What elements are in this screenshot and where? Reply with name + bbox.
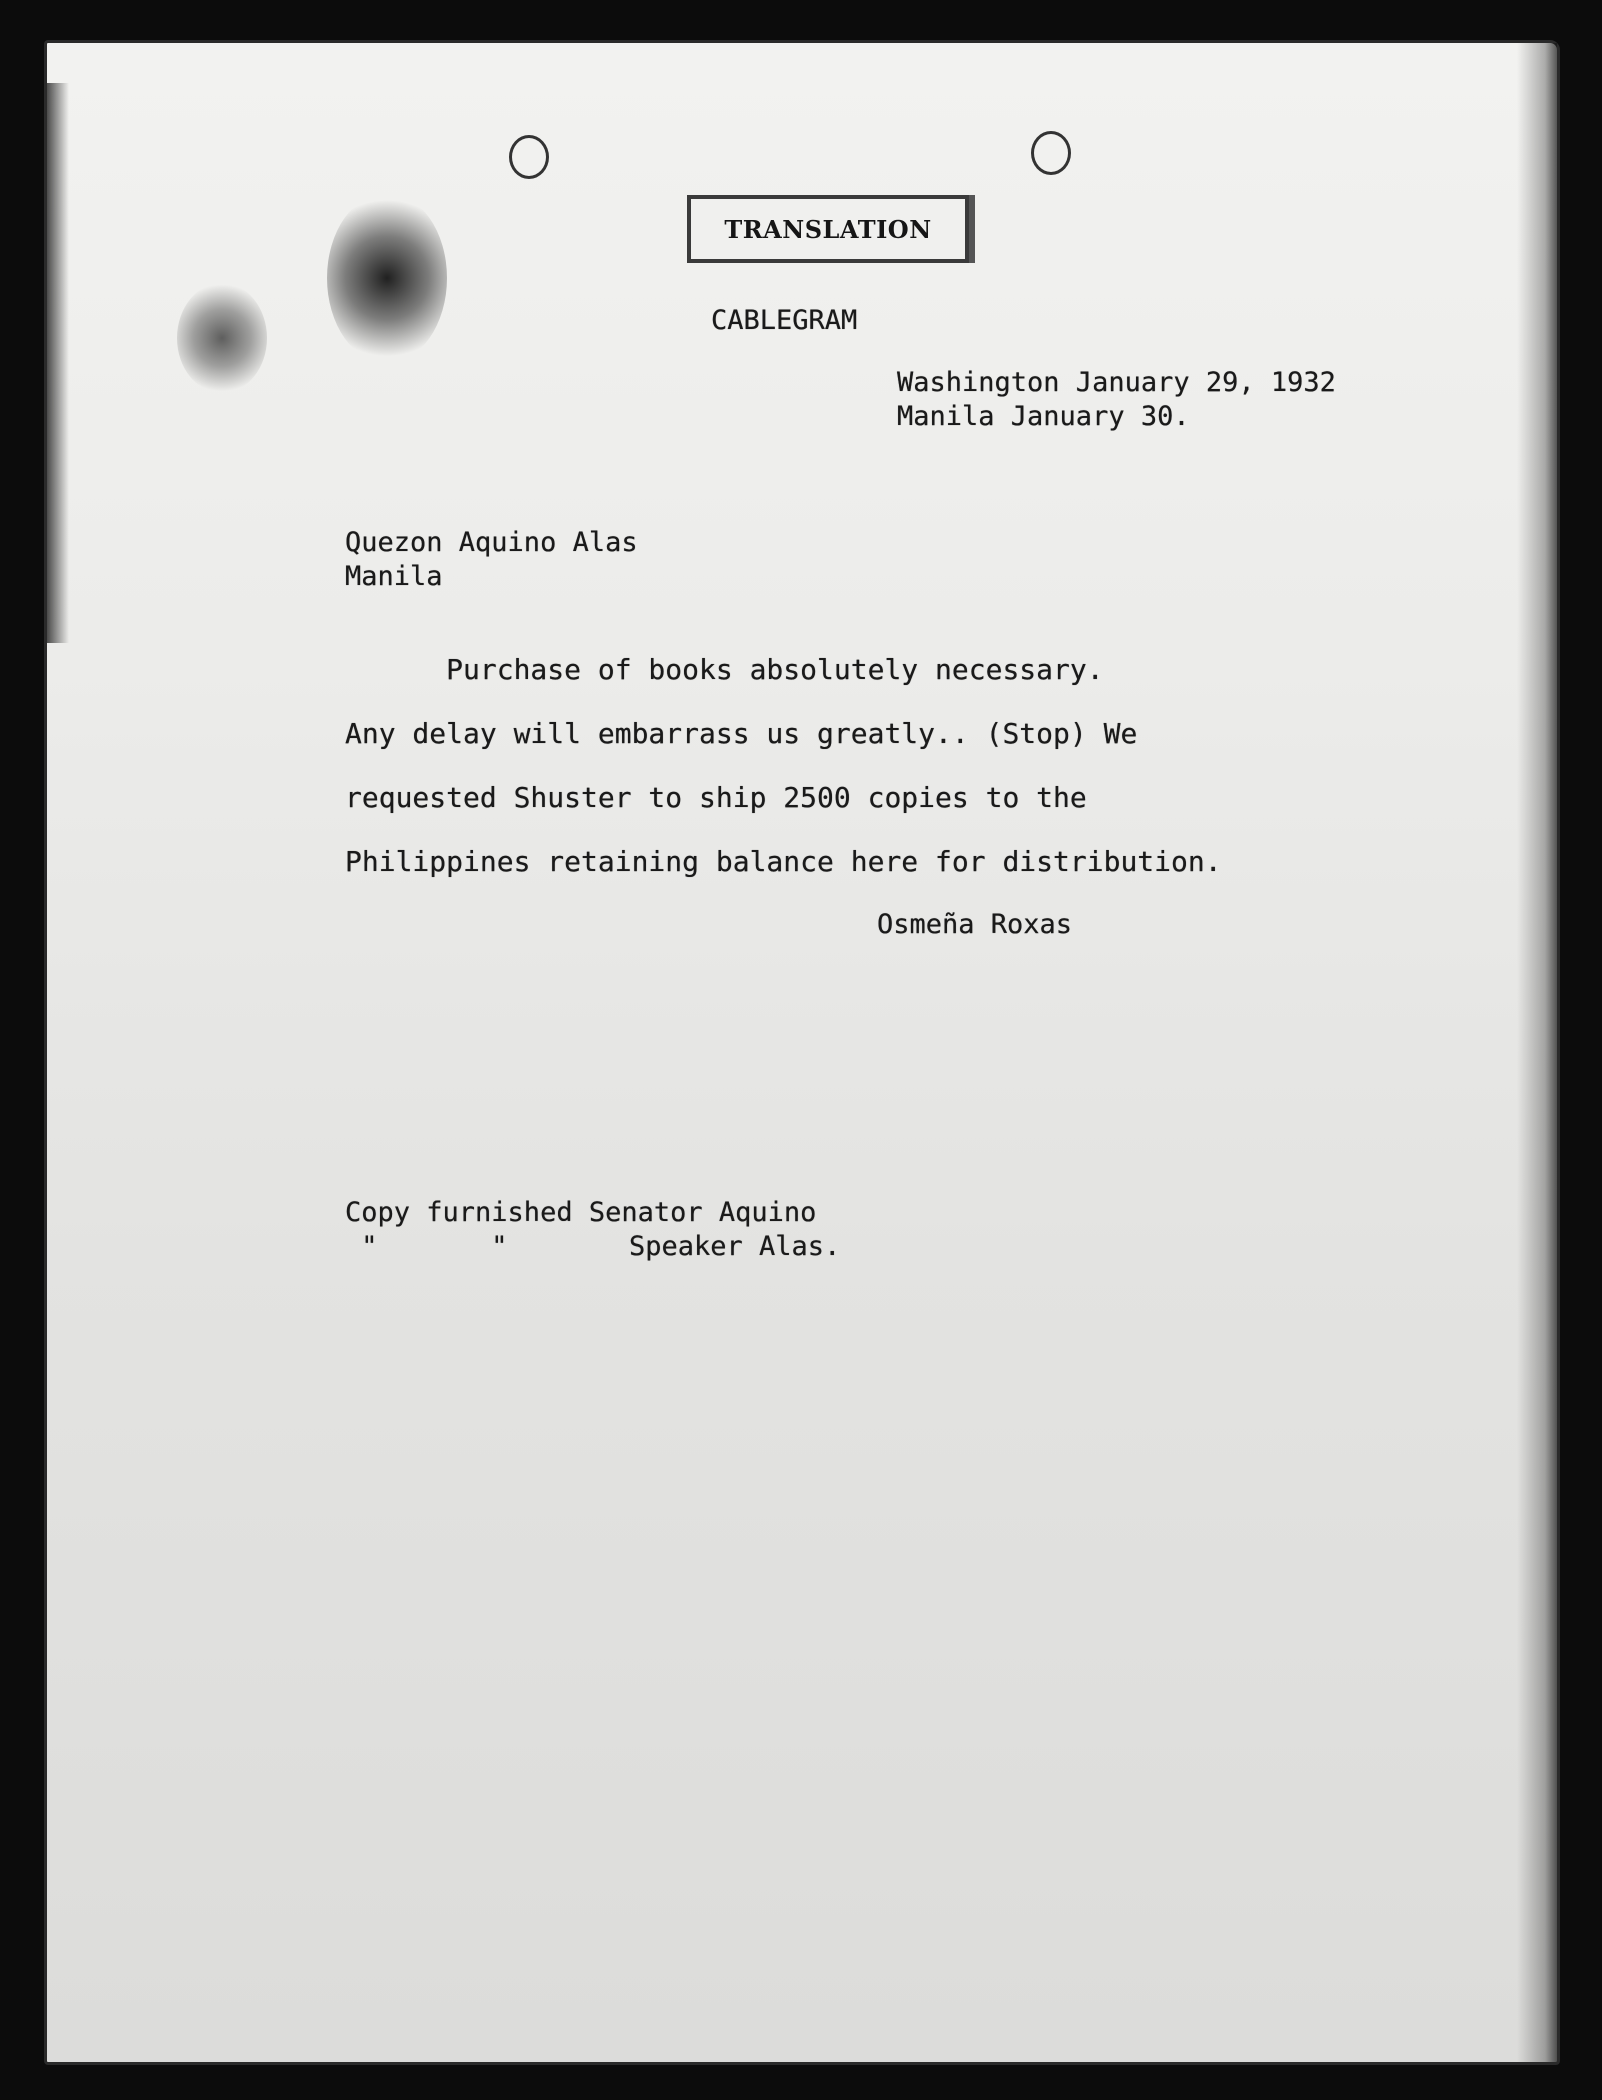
punch-hole-left: [509, 135, 549, 179]
copy-furnished-line: Copy furnished Senator Aquino: [345, 1197, 817, 1228]
dateline-received: Manila January 30.: [897, 401, 1190, 432]
ink-smudge: [177, 283, 267, 393]
message-line: requested Shuster to ship 2500 copies to the: [345, 781, 1087, 814]
ink-blot: [327, 193, 447, 363]
copy-furnished-second: Speaker Alas.: [629, 1231, 841, 1262]
punch-hole-right: [1031, 131, 1071, 175]
message-line: Philippines retaining balance here for distribution.: [345, 845, 1222, 878]
translation-stamp: [687, 195, 969, 263]
paper-edge-shadow: [1517, 43, 1557, 2062]
document-type: CABLEGRAM: [711, 305, 858, 336]
dateline-origin: Washington January 29, 1932: [897, 367, 1336, 398]
ditto-marks: " ": [345, 1231, 508, 1262]
paper-edge-shadow-left: [47, 83, 69, 643]
message-line: Any delay will embarrass us greatly.. (Stop) We: [345, 717, 1138, 750]
stamp-label: TRANSLATION: [724, 214, 932, 244]
signature: Osmeña Roxas: [877, 909, 1073, 940]
addressee-city: Manila: [345, 561, 443, 592]
message-line: Purchase of books absolutely necessary.: [345, 653, 1104, 686]
paper-sheet: [44, 40, 1560, 2065]
addressee-names: Quezon Aquino Alas: [345, 527, 638, 558]
